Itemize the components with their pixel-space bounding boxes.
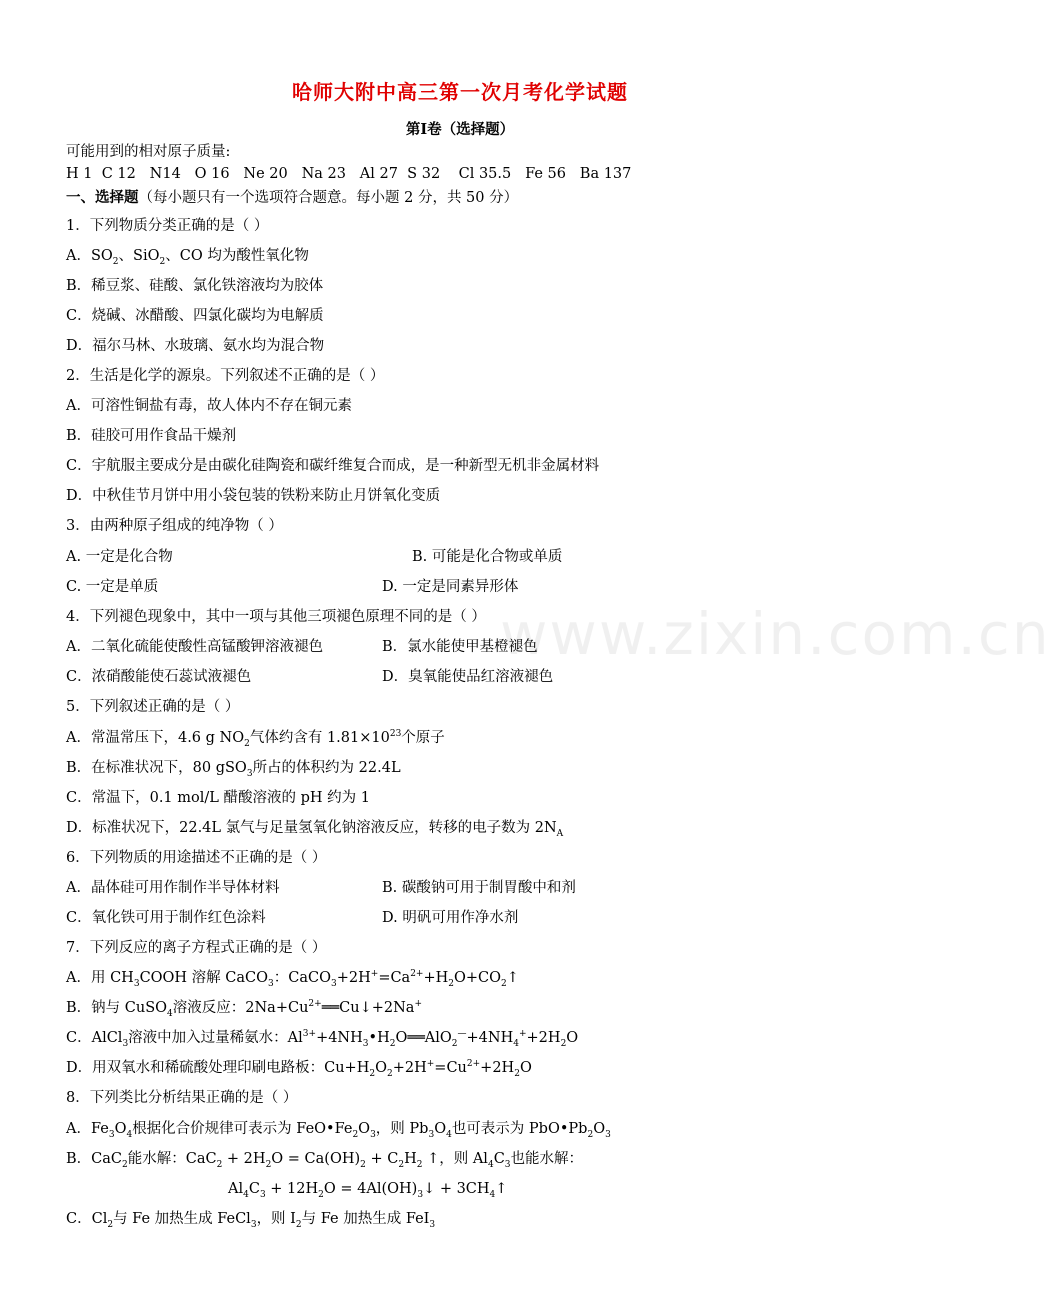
q7-option-c: C．AlCl$_3$溶液中加入过量稀氨水：$Al^{3+}+4NH_3•H_2O══AlO_2^—+4NH_4^++2H_2O$: [66, 1029, 579, 1049]
page-title: 哈师大附中高三第一次月考化学试题: [292, 80, 628, 104]
q1-option-b: B．稀豆浆、硅酸、氯化铁溶液均为胶体: [66, 278, 324, 294]
q8-option-b: B．CaC$_2$能水解：$CaC_2 + 2H_2O = Ca(OH)_2 + C_2H_2$ ↑，则 $Al_4C_3$也能水解：: [66, 1151, 584, 1170]
watermark: www.zixin.com.cn: [500, 600, 1051, 668]
q7-option-a: A．用 $CH_3COOH$ 溶解 CaCO$_3$：$CaCO_3+2H^+=Ca^{2+}+H_2O+CO_2↑$: [66, 969, 519, 989]
q2-option-c: C．宇航服主要成分是由碳化硅陶瓷和碳纤维复合而成，是一种新型无机非金属材料: [66, 458, 600, 474]
q8-option-b-equation: $Al_4C_3 + 12H_2O$ = $4Al(OH)_3↓$ + $3CH_4↑$: [228, 1181, 508, 1200]
q4-option-b: B．氯水能使甲基橙褪色: [382, 639, 538, 655]
q5-option-c: C．常温下，0.1 mol/L 醋酸溶液的 pH 约为 1: [66, 790, 370, 806]
q3-option-c: C. 一定是单质: [66, 579, 159, 595]
q1-option-c: C．烧碱、冰醋酸、四氯化碳均为电解质: [66, 308, 324, 324]
q5-option-a: A．常温常压下，4.6 g $NO_2$气体约含有 $1.81\times 10^{23}$个原子: [66, 729, 445, 749]
q6-option-a: A．晶体硅可用作制作半导体材料: [66, 880, 280, 896]
q5-stem: 5．下列叙述正确的是（ ）: [66, 699, 240, 715]
q3-option-d: D. 一定是同素异形体: [382, 579, 519, 595]
section-title: 第Ⅰ卷（选择题）: [405, 121, 515, 138]
q5-option-d: D．标准状况下，22.4L 氯气与足量氢氧化钠溶液反应，转移的电子数为 $2N_A$: [66, 820, 564, 839]
q7-option-b: B．钠与 CuSO$_4$溶液反应：$2Na+Cu^{2+}══Cu↓+2Na^+$: [66, 999, 422, 1019]
q4-stem: 4．下列褪色现象中，其中一项与其他三项褪色原理不同的是（ ）: [66, 609, 486, 625]
q3-stem: 3．由两种原子组成的纯净物（ ）: [66, 518, 283, 534]
atomic-mass-label: 可能用到的相对原子质量:: [66, 144, 231, 160]
q1-stem: 1．下列物质分类正确的是（ ）: [66, 218, 269, 234]
part-heading-label: 一、选择题: [66, 189, 139, 206]
q2-option-d: D．中秋佳节月饼中用小袋包装的铁粉来防止月饼氧化变质: [66, 488, 441, 504]
q2-option-b: B．硅胶可用作食品干燥剂: [66, 428, 237, 444]
part-heading: [66, 188, 518, 208]
q5-option-b: B．在标准状况下，80 gSO$_3$所占的体积约为 22.4L: [66, 760, 401, 779]
q6-option-d: D. 明矾可用作净水剂: [382, 910, 519, 926]
q4-option-a: A．二氧化硫能使酸性高锰酸钾溶液褪色: [66, 639, 323, 655]
q6-stem: 6．下列物质的用途描述不正确的是（ ）: [66, 850, 327, 866]
q2-stem: 2．生活是化学的源泉。下列叙述不正确的是（ ）: [66, 368, 385, 384]
q8-option-c: C．$Cl_2$与 Fe 加热生成 FeCl$_3$，则 $I_2$与 Fe 加热生成 FeI$_3$: [66, 1211, 436, 1230]
q2-option-a: A．可溶性铜盐有毒，故人体内不存在铜元素: [66, 398, 352, 414]
q4-option-c: C．浓硝酸能使石蕊试液褪色: [66, 669, 252, 685]
q6-option-b: B. 碳酸钠可用于制胃酸中和剂: [382, 880, 576, 896]
atomic-mass-values: H 1 C 12 N14 O 16 Ne 20 Na 23 Al 27 S 32 Cl 35.5 Fe 56 Ba 137: [66, 166, 632, 182]
q4-option-d: D．臭氧能使品红溶液褪色: [382, 669, 554, 685]
q1-option-d: D．福尔马林、水玻璃、氨水均为混合物: [66, 338, 325, 354]
q1-option-a: A．$SO_2$、SiO$_2$、CO 均为酸性氧化物: [66, 248, 309, 267]
q8-option-a: A．$Fe_3O_4$根据化合价规律可表示为 $FeO•Fe_2O_3$，则 $Pb_3O_4$也可表示为 $PbO•Pb_2O_3$: [66, 1121, 611, 1140]
q7-option-d: D．用双氧水和稀硫酸处理印刷电路板：$Cu+H_2O_2+2H^+=Cu^{2+}+2H_2O$: [66, 1059, 532, 1079]
q8-stem: 8．下列类比分析结果正确的是（ ）: [66, 1090, 298, 1106]
q7-stem: 7．下列反应的离子方程式正确的是（ ）: [66, 940, 327, 956]
q3-option-b: B. 可能是化合物或单质: [412, 549, 563, 565]
part-heading-note: （每小题只有一个选项符合题意。每小题 2 分，共 50 分）: [138, 190, 519, 206]
q3-option-a: A. 一定是化合物: [66, 549, 173, 565]
q6-option-c: C．氧化铁可用于制作红色涂料: [66, 910, 266, 926]
